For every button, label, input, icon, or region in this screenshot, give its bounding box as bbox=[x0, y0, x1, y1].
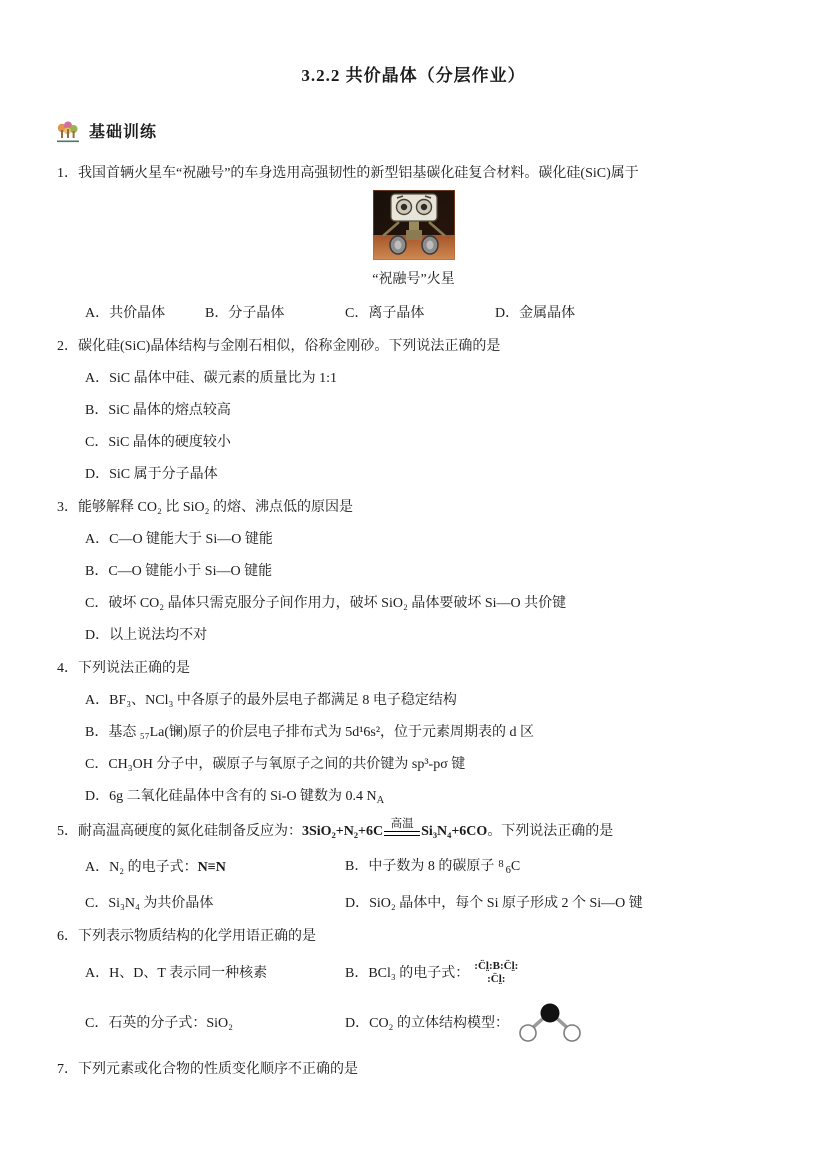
co2-ball-stick-model bbox=[515, 1000, 585, 1046]
rover-caption: “祝融号”火星 bbox=[372, 272, 455, 287]
avogadro-subscript: A bbox=[376, 795, 385, 806]
question-2-stem: 2．碳化硅(SiC)晶体结构与金刚石相似，俗称金刚砂。下列说法正确的是 bbox=[57, 339, 501, 354]
q5-option-a-text: A．N₂ 的电子式： bbox=[85, 860, 198, 875]
q3-option-c: C．破坏 CO₂ 晶体只需克服分子间作用力，破坏 SiO₂ 晶体要破坏 Si—O 共价键 bbox=[85, 596, 567, 611]
question-4-stem: 4．下列说法正确的是 bbox=[57, 661, 190, 676]
question-7-stem: 7．下列元素或化合物的性质变化顺序不正确的是 bbox=[57, 1062, 358, 1077]
question-1-stem: 1．我国首辆火星车“祝融号”的车身选用高强韧性的新型铝基碳化硅复合材料。碳化硅(SiC)属于 bbox=[57, 166, 639, 181]
rover-figure bbox=[0, 190, 827, 289]
question-6-stem: 6．下列表示物质结构的化学用语正确的是 bbox=[57, 929, 316, 944]
q2-option-b: B．SiC 晶体的熔点较高 bbox=[85, 403, 231, 418]
q4-option-a: A．BF₃、NCl₃ 中各原子的最外层电子都满足 8 电子稳定结构 bbox=[85, 693, 457, 708]
q5-stem-suffix: 。下列说法正确的是 bbox=[487, 824, 614, 839]
q5-option-a bbox=[85, 858, 345, 877]
q5-stem-text: 5．耐高温高硬度的氮化硅制备反应为： bbox=[57, 824, 302, 839]
q5-options-row-2 bbox=[85, 894, 827, 913]
question-1-options bbox=[85, 304, 827, 323]
condition-label: 高温 bbox=[390, 817, 414, 830]
q2-option-a: A．SiC 晶体中硅、碳元素的质量比为 1:1 bbox=[85, 371, 338, 386]
question-5-stem bbox=[57, 817, 827, 841]
mars-rover-image bbox=[373, 190, 455, 260]
question-3-stem: 3．能够解释 CO₂ 比 SiO₂ 的熔、沸点低的原因是 bbox=[57, 500, 353, 515]
page-title: 3.2.2 共价晶体（分层作业） bbox=[301, 66, 526, 85]
q1-option-a: A．共价晶体 bbox=[85, 306, 166, 321]
isotope-atomic-number: 6 bbox=[505, 865, 511, 876]
section-header bbox=[55, 119, 827, 145]
q6-option-c: C．石英的分子式：SiO₂ bbox=[85, 1015, 234, 1031]
q6-options-row-2 bbox=[85, 1000, 827, 1046]
q5-option-b bbox=[345, 855, 520, 880]
q6-option-a: A．H、D、T 表示同一种核素 bbox=[85, 965, 268, 981]
q4-option-b: B．基态 ₅₇La(镧)原子的价层电子排布式为 5d¹6s²，位于元素周期表的 d 区 bbox=[85, 725, 535, 740]
q1-option-b: B．分子晶体 bbox=[205, 306, 285, 321]
reaction-condition bbox=[384, 818, 420, 836]
q6-options-row-1 bbox=[85, 960, 827, 986]
q6-option-d bbox=[345, 1000, 585, 1046]
q5-option-c: C．Si₃N₄ 为共价晶体 bbox=[85, 896, 214, 911]
isotope-element: C bbox=[510, 859, 521, 874]
q5-option-d: D．SiO₂ 晶体中，每个 Si 原子形成 2 个 Si—O 键 bbox=[345, 896, 643, 911]
equation-rhs: Si₃N₄+6CO bbox=[421, 824, 488, 839]
q6-option-b bbox=[345, 960, 518, 986]
q1-option-d: D．金属晶体 bbox=[495, 306, 576, 321]
bcl3-lewis-structure bbox=[474, 960, 518, 986]
q4-option-d-text: D．6g 二氧化硅晶体中含有的 Si-O 键数为 0.4 N bbox=[85, 789, 377, 804]
q3-option-a: A．C—O 键能大于 Si—O 键能 bbox=[85, 532, 273, 547]
q2-option-d: D．SiC 属于分子晶体 bbox=[85, 467, 218, 482]
q5-options-row-1 bbox=[85, 855, 827, 880]
lewis-bottom-row: :C̈l̤: bbox=[487, 973, 506, 985]
q5-option-b-text: B．中子数为 8 的碳原子 bbox=[345, 859, 495, 874]
q4-option-c: C．CH₃OH 分子中，碳原子与氧原子之间的共价键为 sp³-pσ 键 bbox=[85, 757, 466, 772]
q6-option-b-text: B．BCl₃ 的电子式： bbox=[345, 965, 470, 981]
q1-option-c: C．离子晶体 bbox=[345, 306, 425, 321]
training-flower-icon bbox=[55, 119, 81, 145]
double-line-icon bbox=[384, 831, 420, 836]
q2-option-c: C．SiC 晶体的硬度较小 bbox=[85, 435, 231, 450]
q3-option-b: B．C—O 键能小于 Si—O 键能 bbox=[85, 564, 273, 579]
q4-option-d bbox=[85, 787, 827, 810]
q6-option-d-text: D．CO₂ 的立体结构模型： bbox=[345, 1015, 509, 1031]
section-label: 基础训练 bbox=[89, 123, 158, 141]
isotope-mass-number: 8 bbox=[498, 859, 504, 870]
lewis-top-row: :C̈l̤:B:C̈l̤: bbox=[474, 960, 519, 972]
equation-lhs: 3SiO₂+N₂+6C bbox=[302, 824, 384, 839]
q3-option-d: D．以上说法均不对 bbox=[85, 628, 208, 643]
n2-electron-formula: N≡N bbox=[197, 860, 226, 875]
